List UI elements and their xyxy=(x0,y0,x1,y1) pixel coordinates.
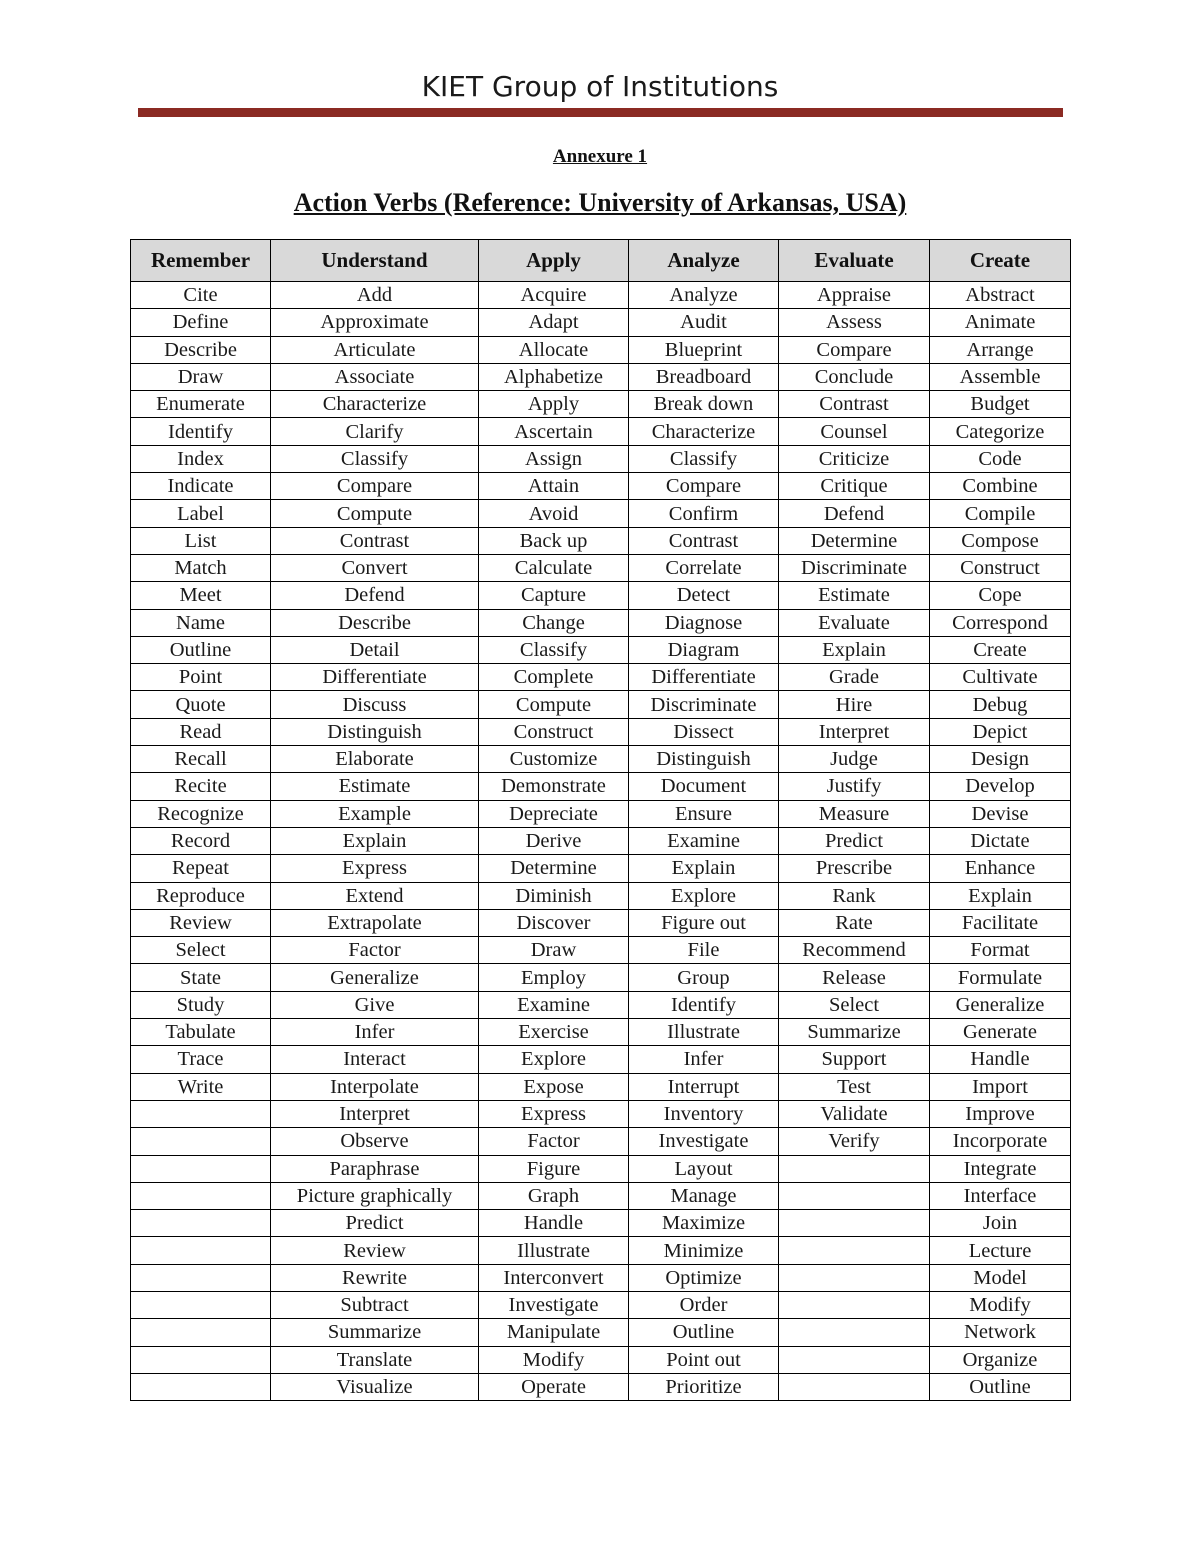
table-cell: Repeat xyxy=(131,855,271,882)
table-cell: Compare xyxy=(629,473,779,500)
table-cell: Join xyxy=(930,1210,1071,1237)
table-cell: Extend xyxy=(271,882,479,909)
table-row xyxy=(131,1264,1071,1291)
table-cell xyxy=(131,1210,271,1237)
table-cell: Interface xyxy=(930,1182,1071,1209)
table-cell: Reproduce xyxy=(131,882,271,909)
table-cell: Handle xyxy=(479,1210,629,1237)
table-cell: Appraise xyxy=(779,282,930,309)
table-cell: Recite xyxy=(131,773,271,800)
table-cell: Integrate xyxy=(930,1155,1071,1182)
table-cell: Manage xyxy=(629,1182,779,1209)
table-row xyxy=(131,363,1071,390)
table-cell: Outline xyxy=(629,1319,779,1346)
table-cell: Complete xyxy=(479,664,629,691)
table-cell: Construct xyxy=(930,554,1071,581)
table-cell: Alphabetize xyxy=(479,363,629,390)
table-cell: Improve xyxy=(930,1100,1071,1127)
table-cell: Handle xyxy=(930,1046,1071,1073)
table-row xyxy=(131,309,1071,336)
table-row xyxy=(131,991,1071,1018)
table-cell: Infer xyxy=(271,1019,479,1046)
table-cell xyxy=(779,1319,930,1346)
table-cell: Articulate xyxy=(271,336,479,363)
table-cell: List xyxy=(131,527,271,554)
table-cell: Add xyxy=(271,282,479,309)
table-cell: Modify xyxy=(479,1346,629,1373)
table-cell: Estimate xyxy=(271,773,479,800)
table-row xyxy=(131,445,1071,472)
table-cell: Discuss xyxy=(271,691,479,718)
table-cell: Debug xyxy=(930,691,1071,718)
table-row xyxy=(131,1046,1071,1073)
table-cell xyxy=(131,1373,271,1400)
table-cell: Read xyxy=(131,718,271,745)
table-cell: Contrast xyxy=(629,527,779,554)
column-header-create: Create xyxy=(930,240,1071,282)
table-cell: Recommend xyxy=(779,937,930,964)
table-cell: Abstract xyxy=(930,282,1071,309)
table-cell: Enhance xyxy=(930,855,1071,882)
table-cell: Validate xyxy=(779,1100,930,1127)
column-header-analyze: Analyze xyxy=(629,240,779,282)
table-row xyxy=(131,609,1071,636)
table-cell: Distinguish xyxy=(629,746,779,773)
table-cell: Minimize xyxy=(629,1237,779,1264)
table-cell: Differentiate xyxy=(629,664,779,691)
table-cell: Hire xyxy=(779,691,930,718)
table-cell: Elaborate xyxy=(271,746,479,773)
table-cell: Picture graphically xyxy=(271,1182,479,1209)
table-cell: Quote xyxy=(131,691,271,718)
table-cell: Audit xyxy=(629,309,779,336)
table-cell: Organize xyxy=(930,1346,1071,1373)
table-cell: Analyze xyxy=(629,282,779,309)
table-cell: Budget xyxy=(930,391,1071,418)
table-cell: Interconvert xyxy=(479,1264,629,1291)
table-cell: Calculate xyxy=(479,554,629,581)
table-cell: Index xyxy=(131,445,271,472)
table-cell: Assess xyxy=(779,309,930,336)
table-cell: Compare xyxy=(779,336,930,363)
table-row xyxy=(131,500,1071,527)
table-cell: Confirm xyxy=(629,500,779,527)
table-row xyxy=(131,418,1071,445)
table-cell: Discriminate xyxy=(629,691,779,718)
table-cell: Correspond xyxy=(930,609,1071,636)
table-cell: Review xyxy=(271,1237,479,1264)
table-cell: Breadboard xyxy=(629,363,779,390)
table-cell xyxy=(779,1373,930,1400)
table-cell: Model xyxy=(930,1264,1071,1291)
table-cell: Draw xyxy=(479,937,629,964)
table-cell: Apply xyxy=(479,391,629,418)
table-cell: Describe xyxy=(131,336,271,363)
table-cell: Summarize xyxy=(271,1319,479,1346)
table-cell: Explain xyxy=(629,855,779,882)
table-row xyxy=(131,855,1071,882)
table-cell: Paraphrase xyxy=(271,1155,479,1182)
table-cell: Identify xyxy=(131,418,271,445)
table-cell: Review xyxy=(131,909,271,936)
table-cell: Change xyxy=(479,609,629,636)
table-cell: Exercise xyxy=(479,1019,629,1046)
table-cell xyxy=(131,1237,271,1264)
table-cell: Create xyxy=(930,636,1071,663)
table-cell: Conclude xyxy=(779,363,930,390)
table-cell: Compile xyxy=(930,500,1071,527)
column-header-understand: Understand xyxy=(271,240,479,282)
table-cell: Trace xyxy=(131,1046,271,1073)
table-row xyxy=(131,882,1071,909)
table-cell: Dictate xyxy=(930,827,1071,854)
table-cell: Inventory xyxy=(629,1100,779,1127)
table-cell: Formulate xyxy=(930,964,1071,991)
table-cell: Measure xyxy=(779,800,930,827)
table-cell: Rate xyxy=(779,909,930,936)
table-cell: Summarize xyxy=(779,1019,930,1046)
table-cell: Back up xyxy=(479,527,629,554)
table-cell xyxy=(131,1128,271,1155)
table-cell: Animate xyxy=(930,309,1071,336)
table-cell xyxy=(779,1291,930,1318)
table-cell: Determine xyxy=(479,855,629,882)
table-cell: Describe xyxy=(271,609,479,636)
table-cell: Factor xyxy=(479,1128,629,1155)
table-row xyxy=(131,937,1071,964)
table-cell xyxy=(131,1155,271,1182)
table-cell: Cite xyxy=(131,282,271,309)
table-cell: Derive xyxy=(479,827,629,854)
table-row xyxy=(131,664,1071,691)
table-cell: Expose xyxy=(479,1073,629,1100)
table-cell: Define xyxy=(131,309,271,336)
table-cell: Optimize xyxy=(629,1264,779,1291)
table-cell: Interrupt xyxy=(629,1073,779,1100)
table-cell: Categorize xyxy=(930,418,1071,445)
table-cell: Correlate xyxy=(629,554,779,581)
table-cell: Discover xyxy=(479,909,629,936)
table-row xyxy=(131,1155,1071,1182)
table-cell: Defend xyxy=(271,582,479,609)
table-cell: Outline xyxy=(131,636,271,663)
table-cell: Graph xyxy=(479,1182,629,1209)
table-cell: Meet xyxy=(131,582,271,609)
table-cell: Enumerate xyxy=(131,391,271,418)
table-cell: Classify xyxy=(629,445,779,472)
table-cell: Facilitate xyxy=(930,909,1071,936)
table-cell: Release xyxy=(779,964,930,991)
table-row xyxy=(131,1128,1071,1155)
table-cell: Interpolate xyxy=(271,1073,479,1100)
table-cell: Infer xyxy=(629,1046,779,1073)
table-cell: Express xyxy=(271,855,479,882)
table-cell: Recall xyxy=(131,746,271,773)
table-cell: Order xyxy=(629,1291,779,1318)
table-row xyxy=(131,336,1071,363)
table-row xyxy=(131,1073,1071,1100)
table-cell: Acquire xyxy=(479,282,629,309)
table-cell: Compare xyxy=(271,473,479,500)
table-cell: Characterize xyxy=(271,391,479,418)
table-cell: Rewrite xyxy=(271,1264,479,1291)
table-cell xyxy=(779,1155,930,1182)
table-cell: Draw xyxy=(131,363,271,390)
table-cell: Prescribe xyxy=(779,855,930,882)
table-cell: Assign xyxy=(479,445,629,472)
table-cell: Assemble xyxy=(930,363,1071,390)
table-row xyxy=(131,827,1071,854)
table-cell: Examine xyxy=(479,991,629,1018)
table-row xyxy=(131,391,1071,418)
table-cell xyxy=(779,1264,930,1291)
table-cell: Name xyxy=(131,609,271,636)
table-cell: Incorporate xyxy=(930,1128,1071,1155)
table-cell: Illustrate xyxy=(479,1237,629,1264)
table-cell xyxy=(131,1319,271,1346)
table-cell: Diagram xyxy=(629,636,779,663)
table-row xyxy=(131,1210,1071,1237)
table-cell xyxy=(779,1182,930,1209)
document-title: Action Verbs (Reference: University of Arkansas, USA) xyxy=(293,188,907,217)
table-cell: Avoid xyxy=(479,500,629,527)
table-row xyxy=(131,1019,1071,1046)
table-cell: Rank xyxy=(779,882,930,909)
table-row xyxy=(131,554,1071,581)
table-row xyxy=(131,909,1071,936)
table-cell: Critique xyxy=(779,473,930,500)
table-cell: Grade xyxy=(779,664,930,691)
table-cell: Distinguish xyxy=(271,718,479,745)
table-row xyxy=(131,473,1071,500)
column-header-apply: Apply xyxy=(479,240,629,282)
table-cell: Compose xyxy=(930,527,1071,554)
table-cell: Explore xyxy=(629,882,779,909)
table-cell: File xyxy=(629,937,779,964)
table-cell: Document xyxy=(629,773,779,800)
table-cell: Import xyxy=(930,1073,1071,1100)
table-cell: Compute xyxy=(271,500,479,527)
table-cell: Estimate xyxy=(779,582,930,609)
table-cell: Cope xyxy=(930,582,1071,609)
table-cell: Study xyxy=(131,991,271,1018)
table-cell: Classify xyxy=(479,636,629,663)
table-row xyxy=(131,746,1071,773)
table-cell: Detect xyxy=(629,582,779,609)
column-header-evaluate: Evaluate xyxy=(779,240,930,282)
table-cell: Predict xyxy=(779,827,930,854)
table-row xyxy=(131,718,1071,745)
table-row xyxy=(131,582,1071,609)
table-cell: Generalize xyxy=(930,991,1071,1018)
table-cell xyxy=(131,1182,271,1209)
table-row xyxy=(131,1182,1071,1209)
table-cell: Judge xyxy=(779,746,930,773)
table-cell xyxy=(131,1291,271,1318)
table-cell: Design xyxy=(930,746,1071,773)
institution-header: KIET Group of Institutions xyxy=(421,70,779,103)
table-cell: Select xyxy=(779,991,930,1018)
table-cell xyxy=(131,1264,271,1291)
table-cell: Allocate xyxy=(479,336,629,363)
table-cell: Example xyxy=(271,800,479,827)
table-cell: Illustrate xyxy=(629,1019,779,1046)
table-cell: Translate xyxy=(271,1346,479,1373)
table-cell: Tabulate xyxy=(131,1019,271,1046)
table-row xyxy=(131,527,1071,554)
table-cell xyxy=(131,1346,271,1373)
table-cell: Match xyxy=(131,554,271,581)
table-cell: Discriminate xyxy=(779,554,930,581)
table-row xyxy=(131,691,1071,718)
table-cell: Give xyxy=(271,991,479,1018)
table-cell: Blueprint xyxy=(629,336,779,363)
table-cell: Generalize xyxy=(271,964,479,991)
table-cell: Visualize xyxy=(271,1373,479,1400)
table-row xyxy=(131,800,1071,827)
table-cell: Ensure xyxy=(629,800,779,827)
table-cell: Differentiate xyxy=(271,664,479,691)
table-cell: Code xyxy=(930,445,1071,472)
header-rule xyxy=(138,108,1063,117)
table-cell: Depreciate xyxy=(479,800,629,827)
table-cell: Interpret xyxy=(271,1100,479,1127)
table-cell: Format xyxy=(930,937,1071,964)
table-cell xyxy=(779,1237,930,1264)
table-cell: Diagnose xyxy=(629,609,779,636)
table-cell: Detail xyxy=(271,636,479,663)
table-row xyxy=(131,1319,1071,1346)
table-cell: Approximate xyxy=(271,309,479,336)
table-cell: Explore xyxy=(479,1046,629,1073)
column-header-remember: Remember xyxy=(131,240,271,282)
table-cell: Break down xyxy=(629,391,779,418)
table-cell: Compute xyxy=(479,691,629,718)
table-cell: Classify xyxy=(271,445,479,472)
table-cell: Factor xyxy=(271,937,479,964)
table-cell: Prioritize xyxy=(629,1373,779,1400)
table-cell: Determine xyxy=(779,527,930,554)
table-cell: Justify xyxy=(779,773,930,800)
table-cell: Subtract xyxy=(271,1291,479,1318)
table-row xyxy=(131,282,1071,309)
table-row xyxy=(131,1100,1071,1127)
table-cell: Record xyxy=(131,827,271,854)
table-row xyxy=(131,1346,1071,1373)
table-cell: Interact xyxy=(271,1046,479,1073)
table-cell: Explain xyxy=(779,636,930,663)
table-cell: Customize xyxy=(479,746,629,773)
table-cell: Attain xyxy=(479,473,629,500)
table-cell: Defend xyxy=(779,500,930,527)
table-cell: Figure xyxy=(479,1155,629,1182)
table-cell: Extrapolate xyxy=(271,909,479,936)
table-cell: Point xyxy=(131,664,271,691)
table-cell xyxy=(779,1210,930,1237)
table-cell: Explain xyxy=(271,827,479,854)
table-cell: Ascertain xyxy=(479,418,629,445)
table-cell: Observe xyxy=(271,1128,479,1155)
table-cell: Figure out xyxy=(629,909,779,936)
table-cell: Diminish xyxy=(479,882,629,909)
table-cell: Express xyxy=(479,1100,629,1127)
table-cell: Arrange xyxy=(930,336,1071,363)
table-cell xyxy=(131,1100,271,1127)
table-cell: Indicate xyxy=(131,473,271,500)
table-header-row xyxy=(131,240,1071,282)
table-cell: Maximize xyxy=(629,1210,779,1237)
table-row xyxy=(131,636,1071,663)
table-cell: Dissect xyxy=(629,718,779,745)
table-cell: Verify xyxy=(779,1128,930,1155)
table-cell: Modify xyxy=(930,1291,1071,1318)
table-cell: Construct xyxy=(479,718,629,745)
table-cell: Network xyxy=(930,1319,1071,1346)
table-cell: Investigate xyxy=(629,1128,779,1155)
action-verbs-table xyxy=(130,239,1071,1401)
table-cell: Point out xyxy=(629,1346,779,1373)
table-row xyxy=(131,964,1071,991)
table-cell: Support xyxy=(779,1046,930,1073)
table-cell: Evaluate xyxy=(779,609,930,636)
table-cell: Layout xyxy=(629,1155,779,1182)
annexure-label: Annexure 1 xyxy=(552,146,648,167)
table-row xyxy=(131,1291,1071,1318)
table-cell xyxy=(779,1346,930,1373)
table-cell: Predict xyxy=(271,1210,479,1237)
table-cell: Criticize xyxy=(779,445,930,472)
table-cell: Recognize xyxy=(131,800,271,827)
table-cell: Depict xyxy=(930,718,1071,745)
table-cell: Contrast xyxy=(271,527,479,554)
table-cell: Select xyxy=(131,937,271,964)
table-cell: Develop xyxy=(930,773,1071,800)
table-cell: Identify xyxy=(629,991,779,1018)
table-cell: Outline xyxy=(930,1373,1071,1400)
table-cell: Demonstrate xyxy=(479,773,629,800)
table-cell: Employ xyxy=(479,964,629,991)
table-cell: Clarify xyxy=(271,418,479,445)
table-cell: Capture xyxy=(479,582,629,609)
table-cell: Write xyxy=(131,1073,271,1100)
table-cell: Manipulate xyxy=(479,1319,629,1346)
table-cell: Generate xyxy=(930,1019,1071,1046)
table-cell: Combine xyxy=(930,473,1071,500)
table-cell: Devise xyxy=(930,800,1071,827)
table-row xyxy=(131,773,1071,800)
table-row xyxy=(131,1237,1071,1264)
table-cell: Group xyxy=(629,964,779,991)
table-cell: Investigate xyxy=(479,1291,629,1318)
table-cell: Cultivate xyxy=(930,664,1071,691)
table-cell: Counsel xyxy=(779,418,930,445)
table-row xyxy=(131,1373,1071,1400)
table-cell: Adapt xyxy=(479,309,629,336)
table-cell: Explain xyxy=(930,882,1071,909)
table-cell: Characterize xyxy=(629,418,779,445)
table-cell: Lecture xyxy=(930,1237,1071,1264)
table-cell: State xyxy=(131,964,271,991)
table-cell: Interpret xyxy=(779,718,930,745)
table-cell: Operate xyxy=(479,1373,629,1400)
table-cell: Convert xyxy=(271,554,479,581)
table-cell: Label xyxy=(131,500,271,527)
table-cell: Test xyxy=(779,1073,930,1100)
table-cell: Examine xyxy=(629,827,779,854)
table-cell: Contrast xyxy=(779,391,930,418)
table-cell: Associate xyxy=(271,363,479,390)
